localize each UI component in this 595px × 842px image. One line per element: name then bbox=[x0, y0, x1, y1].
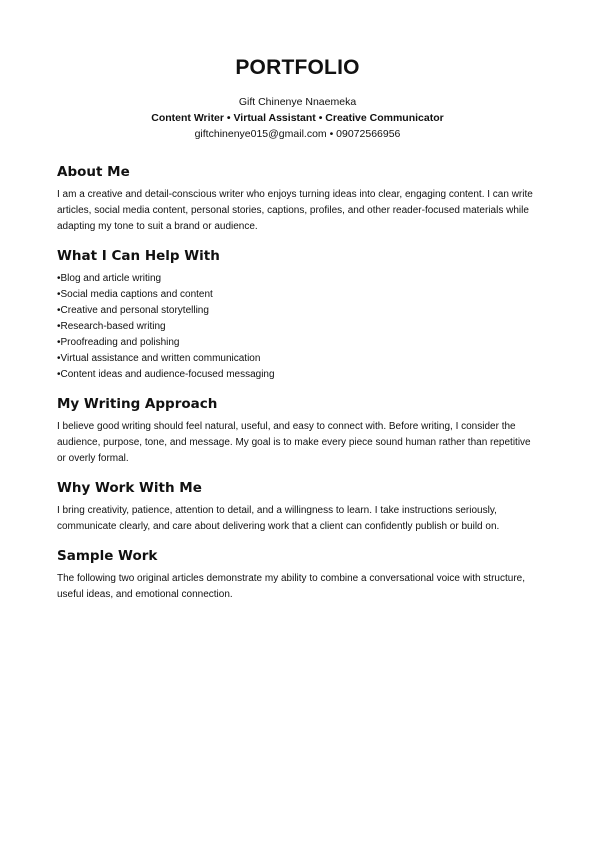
list-item: • Research-based writing bbox=[57, 319, 541, 335]
page-title: PORTFOLIO bbox=[235, 56, 360, 79]
help-section bbox=[57, 246, 541, 383]
sample-section bbox=[57, 546, 541, 603]
author-roles: Content Writer • Virtual Assistant • Creative Communicator bbox=[151, 112, 444, 124]
why-section bbox=[57, 478, 541, 535]
approach-text: I believe good writing should feel natural, useful, and easy to connect with. Before writing, I consider the audience, purpose, tone, and message. My goal is to make every piece sound human rather than repetitive or overly formal. bbox=[57, 421, 531, 464]
about-text: I am a creative and detail-conscious writer who enjoys turning ideas into clear, engaging content. I can write articles, social media content, personal stories, captions, profiles, and other reader-focused materials while adapting my tone to suit a brand or audience. bbox=[57, 189, 533, 232]
list-item: • Creative and personal storytelling bbox=[57, 303, 541, 319]
list-item: • Proofreading and polishing bbox=[57, 335, 541, 351]
sample-heading: Sample Work bbox=[57, 548, 158, 564]
list-item: • Blog and article writing bbox=[57, 271, 541, 287]
help-list bbox=[57, 271, 541, 383]
about-section bbox=[57, 162, 541, 235]
contact-info: giftchinenye015@gmail.com • 09072566956 bbox=[194, 128, 401, 140]
why-heading: Why Work With Me bbox=[57, 480, 202, 496]
list-item: • Virtual assistance and written communication bbox=[57, 351, 541, 367]
why-text: I bring creativity, patience, attention to detail, and a willingness to learn. I take instructions seriously, communicate clearly, and care about delivering work that a client can confidently publish or build on. bbox=[57, 505, 500, 532]
sample-text: The following two original articles demonstrate my ability to combine a conversational voice with structure, useful ideas, and emotional connection. bbox=[57, 573, 525, 600]
document-body bbox=[57, 162, 541, 614]
about-heading: About Me bbox=[57, 164, 130, 180]
approach-heading: My Writing Approach bbox=[57, 396, 218, 412]
list-item: • Social media captions and content bbox=[57, 287, 541, 303]
list-item: • Content ideas and audience-focused messaging bbox=[57, 367, 541, 383]
approach-section bbox=[57, 394, 541, 467]
document-header bbox=[0, 54, 595, 142]
help-heading: What I Can Help With bbox=[57, 248, 220, 264]
author-name: Gift Chinenye Nnaemeka bbox=[238, 96, 357, 108]
